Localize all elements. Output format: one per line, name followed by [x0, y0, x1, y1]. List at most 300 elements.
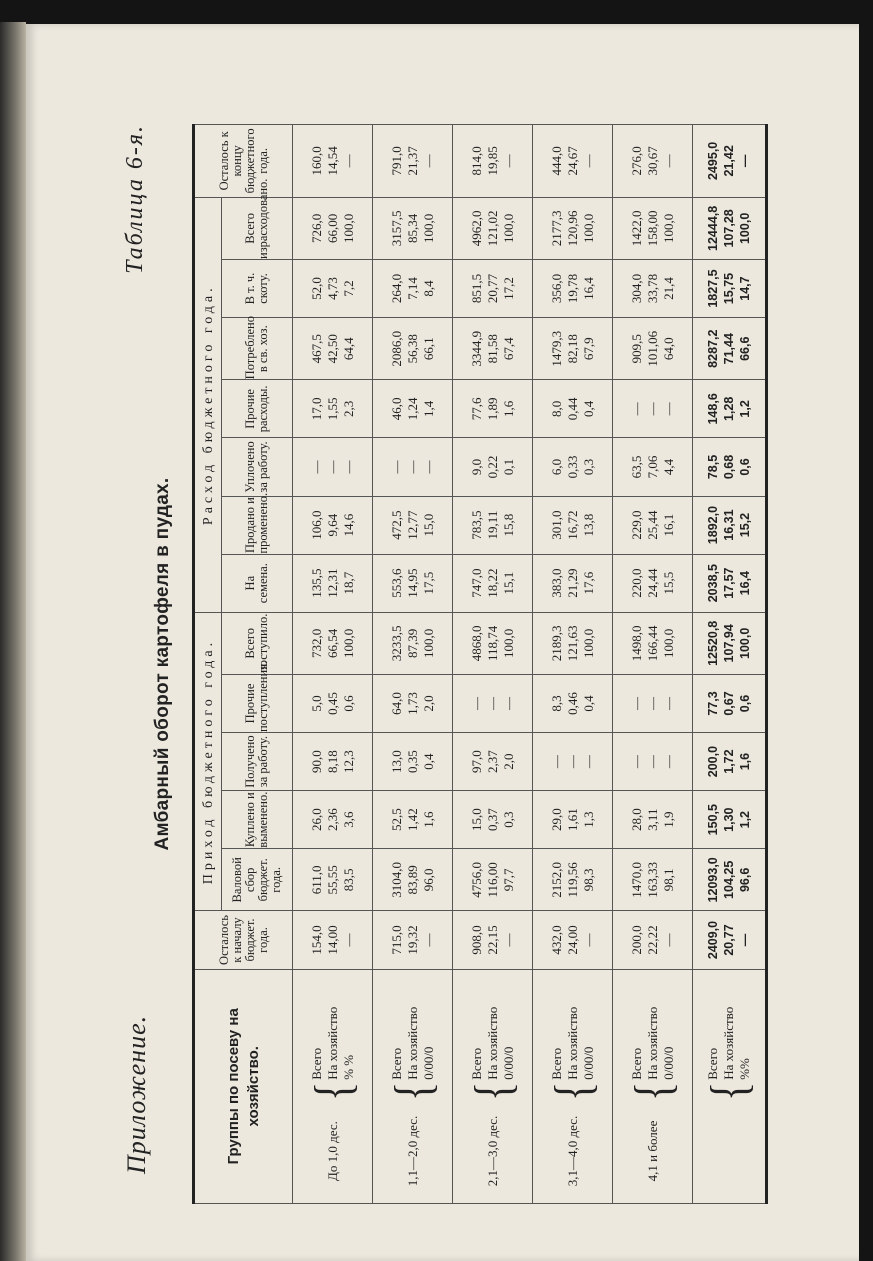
cell-value: 97,7: [500, 868, 516, 892]
cell-value: 1422,0: [628, 210, 644, 247]
remainder-start-header: Осталось к началу бюджет. года.: [194, 911, 293, 969]
cell-value: 1498,0: [628, 625, 644, 662]
value-cell: [373, 674, 453, 732]
cell-value: —: [628, 755, 644, 769]
cell-value: 96,6: [738, 867, 752, 893]
row-labels: [309, 1007, 357, 1080]
cell-value: 0,35: [404, 750, 420, 773]
cell-value: 16,4: [580, 277, 596, 300]
income-col-header-1: Куплено и выменено.: [222, 791, 293, 849]
cell-value: 0,3: [580, 458, 596, 476]
cell-value: 67,4: [500, 337, 516, 361]
cell-value: 96,0: [420, 868, 436, 892]
cell-value: 100,0: [580, 213, 596, 243]
cell-value: 52,5: [388, 808, 404, 832]
brace-icon: {: [622, 1081, 682, 1101]
cell-value: —: [644, 696, 660, 710]
cell-value: 304,0: [628, 273, 644, 304]
cell-value: 0,33: [564, 455, 580, 479]
cell-value: 444,0: [548, 146, 564, 176]
cell-value: 30,67: [644, 146, 660, 176]
value-cell: [293, 197, 373, 259]
table-body: [293, 125, 767, 1204]
cell-value: —: [420, 933, 436, 947]
cell-value: 301,0: [548, 510, 564, 540]
cell-value: 158,00: [644, 210, 660, 247]
row-label: Всего: [308, 1047, 324, 1080]
row-label: 0/00/0: [580, 1046, 596, 1080]
value-cell: [453, 612, 533, 674]
cell-value: —: [660, 755, 676, 769]
cell-value: —: [468, 696, 484, 710]
cell-value: 1,73: [404, 692, 420, 715]
cell-value: —: [500, 154, 516, 168]
cell-value: 467,5: [308, 334, 324, 364]
row-label: %%: [737, 1058, 752, 1080]
cell-value: 472,5: [388, 510, 404, 540]
cell-value: 0,37: [484, 808, 500, 832]
cell-value: —: [580, 755, 596, 769]
cell-value: 15,0: [420, 513, 436, 537]
cell-value: 0,1: [500, 458, 516, 476]
cell-value: 25,44: [644, 510, 660, 540]
cell-value: 1,6: [500, 400, 516, 417]
value-cell: [693, 733, 767, 791]
cell-value: 356,0: [548, 273, 564, 304]
cell-value: —: [580, 933, 596, 947]
value-cell: [373, 438, 453, 496]
income-col-header-3: Прочие поступления.: [222, 674, 293, 732]
value-cell: [293, 911, 373, 969]
cell-value: 21,29: [564, 568, 580, 598]
cell-value: 14,00: [324, 925, 340, 955]
cell-value: 77,6: [468, 397, 484, 421]
cell-value: 107,94: [722, 624, 736, 663]
cell-value: 264,0: [388, 273, 404, 304]
value-cell: [453, 911, 533, 969]
value-cell: [373, 318, 453, 380]
cell-value: 24,00: [564, 925, 580, 955]
value-cell: [293, 554, 373, 612]
value-cell: [453, 554, 533, 612]
value-cell: [373, 554, 453, 612]
cell-value: 15,75: [722, 272, 736, 305]
group-label-cell: [613, 969, 693, 1203]
expense-col-header-2: Уплочено за работу.: [222, 438, 293, 496]
value-cell: [693, 674, 767, 732]
cell-value: 9,0: [468, 458, 484, 476]
cell-value: 2,0: [420, 695, 436, 712]
cell-value: 100,0: [660, 213, 676, 243]
cell-value: 66,54: [324, 628, 340, 658]
cell-value: 12444,8: [706, 205, 720, 251]
cell-value: 0,68: [722, 454, 736, 480]
cell-value: 21,37: [404, 146, 420, 176]
expense-col-header-0: На семена.: [222, 554, 293, 612]
cell-value: 2495,0: [706, 141, 720, 180]
cell-value: —: [644, 755, 660, 769]
value-cell: [453, 197, 533, 259]
value-cell: [373, 496, 453, 554]
remainder-end-header: Осталось к концу бюджетного года.: [194, 125, 293, 198]
cell-value: 14,6: [340, 513, 356, 537]
cell-value: 553,6: [388, 568, 404, 598]
group-label-cell: [533, 969, 613, 1203]
cell-value: 8,3: [548, 695, 564, 712]
cell-value: 16,31: [722, 509, 736, 541]
cell-value: 1,28: [722, 396, 736, 422]
value-cell: [373, 911, 453, 969]
cell-value: 119,56: [564, 862, 580, 898]
cell-value: 160,0: [308, 146, 324, 176]
cell-value: 17,2: [500, 277, 516, 300]
expense-header: Расход бюджетного года.: [194, 197, 222, 612]
cell-value: —: [308, 460, 324, 474]
cell-value: 1,2: [738, 400, 752, 418]
value-cell: [613, 438, 693, 496]
cell-value: 83,89: [404, 865, 420, 895]
table-title: Амбарный оборот картофеля в пудах.: [152, 477, 173, 851]
cell-value: 783,5: [468, 510, 484, 540]
value-cell: [453, 791, 533, 849]
cell-value: 0,4: [420, 753, 436, 770]
value-cell: [453, 733, 533, 791]
value-cell: [693, 318, 767, 380]
row-labels: [549, 1007, 597, 1080]
row-label: Всего: [468, 1047, 484, 1080]
cell-value: 15,1: [500, 571, 516, 595]
value-cell: [453, 438, 533, 496]
value-cell: [613, 125, 693, 198]
cell-value: 20,77: [484, 273, 500, 304]
cell-value: 15,8: [500, 513, 516, 537]
cell-value: 814,0: [468, 146, 484, 176]
cell-value: 90,0: [308, 750, 324, 773]
value-cell: [293, 438, 373, 496]
cell-value: 116,00: [484, 862, 500, 898]
row-label: На хозяйство: [404, 1006, 420, 1080]
cell-value: 154,0: [308, 925, 324, 955]
cell-value: 19,11: [484, 510, 500, 540]
cell-value: 0,44: [564, 397, 580, 421]
cell-value: 715,0: [388, 925, 404, 955]
cell-value: 64,0: [660, 337, 676, 361]
cell-value: —: [660, 154, 676, 168]
value-cell: [613, 554, 693, 612]
cell-value: 22,15: [484, 925, 500, 955]
row-label: На хозяйство: [644, 1006, 660, 1080]
cell-value: —: [500, 933, 516, 947]
cell-value: 3344,9: [468, 330, 484, 367]
cell-value: 3157,5: [388, 210, 404, 247]
value-cell: [373, 791, 453, 849]
cell-value: —: [324, 460, 340, 474]
cell-value: 87,39: [404, 628, 420, 658]
value-cell: [533, 733, 613, 791]
cell-value: 18,7: [340, 571, 356, 595]
cell-value: 4868,0: [468, 625, 484, 662]
cell-value: 7,2: [340, 280, 356, 297]
cell-value: —: [500, 696, 516, 710]
cell-value: 64,4: [340, 337, 356, 361]
group-name: 1,1—2,0 дес.: [404, 1115, 420, 1187]
cell-value: 66,00: [324, 213, 340, 243]
cell-value: 20,77: [722, 924, 736, 956]
cell-value: 0,46: [564, 692, 580, 715]
value-cell: [453, 318, 533, 380]
cell-value: 7,06: [644, 455, 660, 479]
income-col-header-2: Получено за работу.: [222, 733, 293, 791]
cell-value: 1,3: [580, 811, 596, 828]
brace-icon: {: [542, 1081, 602, 1101]
cell-value: 24,44: [644, 568, 660, 598]
cell-value: 8287,2: [706, 329, 720, 368]
cell-value: 121,02: [484, 210, 500, 247]
cell-value: 7,14: [404, 277, 420, 300]
value-cell: [613, 496, 693, 554]
value-cell: [693, 197, 767, 259]
expense-col-header-3: Прочие расходы.: [222, 380, 293, 438]
cell-value: 229,0: [628, 510, 644, 540]
cell-value: 2,0: [500, 753, 516, 770]
value-cell: [293, 260, 373, 318]
cell-value: 0,3: [500, 811, 516, 828]
cell-value: 166,44: [644, 625, 660, 662]
value-cell: [693, 911, 767, 969]
cell-value: 101,06: [644, 330, 660, 367]
cell-value: 1,2: [738, 810, 752, 829]
cell-value: 732,0: [308, 628, 324, 658]
cell-value: 1,24: [404, 397, 420, 421]
group-name: 3,1—4,0 дес.: [564, 1115, 580, 1187]
value-cell: [533, 260, 613, 318]
value-cell: [613, 733, 693, 791]
expense-col-header-1: Продано и променено.: [222, 496, 293, 554]
brace-icon: {: [699, 1081, 758, 1101]
cell-value: 5,0: [308, 695, 324, 712]
cell-value: 46,0: [388, 397, 404, 421]
cell-value: 0,6: [738, 694, 752, 713]
cell-value: 66,1: [420, 337, 436, 361]
cell-value: —: [340, 933, 356, 947]
cell-value: 17,5: [420, 571, 436, 595]
group-label-cell: [373, 969, 453, 1203]
cell-value: 120,96: [564, 210, 580, 247]
value-cell: [533, 197, 613, 259]
cell-value: 1892,0: [706, 505, 720, 545]
cell-value: 13,0: [388, 750, 404, 773]
cell-value: —: [580, 154, 596, 168]
cell-value: 2,36: [324, 808, 340, 832]
cell-value: 0,4: [580, 400, 596, 417]
value-cell: [453, 125, 533, 198]
cell-value: 19,85: [484, 146, 500, 176]
cell-value: 66,6: [738, 336, 752, 361]
cell-value: 1827,5: [706, 269, 720, 308]
value-cell: [693, 438, 767, 496]
cell-value: 100,0: [420, 213, 436, 243]
cell-value: 4,4: [660, 458, 676, 476]
cell-value: 13,8: [580, 513, 596, 537]
cell-value: —: [660, 933, 676, 947]
income-header: Приход бюджетного года.: [194, 612, 222, 911]
cell-value: 83,5: [340, 868, 356, 892]
cell-value: 2177,3: [548, 210, 564, 247]
cell-value: 8,4: [420, 280, 436, 297]
cell-value: 15,0: [468, 808, 484, 832]
cell-value: 100,0: [500, 628, 516, 658]
cell-value: 1,4: [420, 400, 436, 417]
cell-value: 77,3: [706, 691, 720, 716]
group-name: 2,1—3,0 дес.: [484, 1115, 500, 1187]
potato-turnover-table: [192, 124, 768, 1204]
cell-value: 21,42: [722, 145, 736, 177]
cell-value: 150,5: [706, 804, 720, 836]
cell-value: 2,37: [484, 750, 500, 773]
value-cell: [613, 674, 693, 732]
cell-value: 12520,8: [706, 620, 720, 666]
cell-value: 3233,5: [388, 625, 404, 662]
cell-value: 791,0: [388, 146, 404, 176]
cell-value: 2152,0: [548, 861, 564, 898]
value-cell: [373, 197, 453, 259]
cell-value: —: [420, 154, 436, 168]
cell-value: 2086,0: [388, 330, 404, 367]
cell-value: 12,31: [324, 568, 340, 598]
cell-value: 276,0: [628, 146, 644, 176]
cell-value: 100,0: [660, 628, 676, 658]
cell-value: 14,7: [738, 276, 752, 301]
row-labels: [705, 1007, 753, 1080]
value-cell: [693, 260, 767, 318]
cell-value: 0,6: [738, 458, 752, 476]
cell-value: 0,4: [580, 695, 596, 712]
cell-value: 71,44: [722, 333, 736, 365]
brace-icon: {: [302, 1081, 362, 1101]
row-label: % %: [340, 1054, 356, 1080]
cell-value: —: [548, 755, 564, 769]
value-cell: [613, 849, 693, 911]
cell-value: 107,28: [722, 209, 736, 248]
row-label: На хозяйство: [324, 1006, 340, 1080]
cell-value: 98,1: [660, 868, 676, 892]
value-cell: [453, 496, 533, 554]
value-cell: [613, 380, 693, 438]
value-cell: [613, 791, 693, 849]
cell-value: 2409,0: [706, 920, 720, 960]
cell-value: 1,55: [324, 397, 340, 421]
income-col-header-4: Всего поступило.: [222, 612, 293, 674]
value-cell: [693, 849, 767, 911]
cell-value: 16,72: [564, 510, 580, 540]
cell-value: 200,0: [706, 745, 720, 778]
cell-value: 1,61: [564, 808, 580, 832]
cell-value: 42,50: [324, 334, 340, 364]
value-cell: [613, 911, 693, 969]
value-cell: [373, 612, 453, 674]
value-cell: [613, 612, 693, 674]
cell-value: 747,0: [468, 568, 484, 598]
cell-value: 2189,3: [548, 625, 564, 662]
cell-value: 2038,5: [706, 564, 720, 603]
cell-value: 29,0: [548, 808, 564, 832]
cell-value: 100,0: [340, 628, 356, 658]
value-cell: [533, 438, 613, 496]
cell-value: 148,6: [706, 393, 720, 425]
group-row: [293, 125, 373, 1204]
cell-value: 17,0: [308, 397, 324, 421]
value-cell: [293, 318, 373, 380]
cell-value: 16,4: [738, 570, 752, 596]
value-cell: [693, 496, 767, 554]
group-name: До 1,0 дес.: [324, 1121, 340, 1181]
cell-value: 64,0: [388, 692, 404, 715]
cell-value: —: [660, 696, 676, 710]
value-cell: [533, 496, 613, 554]
header-table-number: Таблица 6-я.: [122, 124, 148, 274]
cell-value: 82,18: [564, 334, 580, 364]
value-cell: [373, 380, 453, 438]
cell-value: 121,63: [564, 625, 580, 662]
value-cell: [613, 197, 693, 259]
cell-value: —: [738, 154, 752, 168]
cell-value: 6,0: [548, 458, 564, 476]
cell-value: —: [388, 460, 404, 474]
value-cell: [293, 674, 373, 732]
group-row: [373, 125, 453, 1204]
value-cell: [373, 733, 453, 791]
row-labels: [389, 1007, 437, 1080]
value-cell: [293, 496, 373, 554]
expense-col-header-4: Потреблено в св. хоз.: [222, 318, 293, 380]
cell-value: 135,5: [308, 568, 324, 598]
value-cell: [533, 612, 613, 674]
cell-value: 19,78: [564, 273, 580, 304]
cell-value: 726,0: [308, 213, 324, 243]
cell-value: 100,0: [340, 213, 356, 243]
value-cell: [453, 674, 533, 732]
brace-icon: {: [382, 1081, 442, 1101]
value-cell: [293, 125, 373, 198]
group-name: 4,1 и более: [644, 1120, 660, 1182]
row-label: Всего: [628, 1047, 644, 1080]
value-cell: [533, 380, 613, 438]
cell-value: 12,77: [404, 510, 420, 540]
cell-value: 1,72: [722, 749, 736, 774]
cell-value: 14,54: [324, 146, 340, 176]
cell-value: 4,73: [324, 277, 340, 300]
cell-value: —: [628, 696, 644, 710]
cell-value: 15,5: [660, 571, 676, 595]
value-cell: [533, 674, 613, 732]
group-row: [533, 125, 613, 1204]
value-cell: [373, 125, 453, 198]
value-cell: [373, 849, 453, 911]
rotated-table-page: [122, 124, 816, 1204]
cell-value: 33,78: [644, 273, 660, 304]
cell-value: 851,5: [468, 273, 484, 304]
value-cell: [693, 791, 767, 849]
row-label: На хозяйство: [564, 1006, 580, 1080]
cell-value: 118,74: [484, 625, 500, 661]
cell-value: —: [340, 460, 356, 474]
cell-value: 85,34: [404, 213, 420, 243]
header-appendix: Приложение.: [122, 1014, 151, 1174]
cell-value: 1,42: [404, 808, 420, 832]
cell-value: —: [738, 933, 752, 947]
cell-value: 12,3: [340, 750, 356, 773]
value-cell: [293, 612, 373, 674]
